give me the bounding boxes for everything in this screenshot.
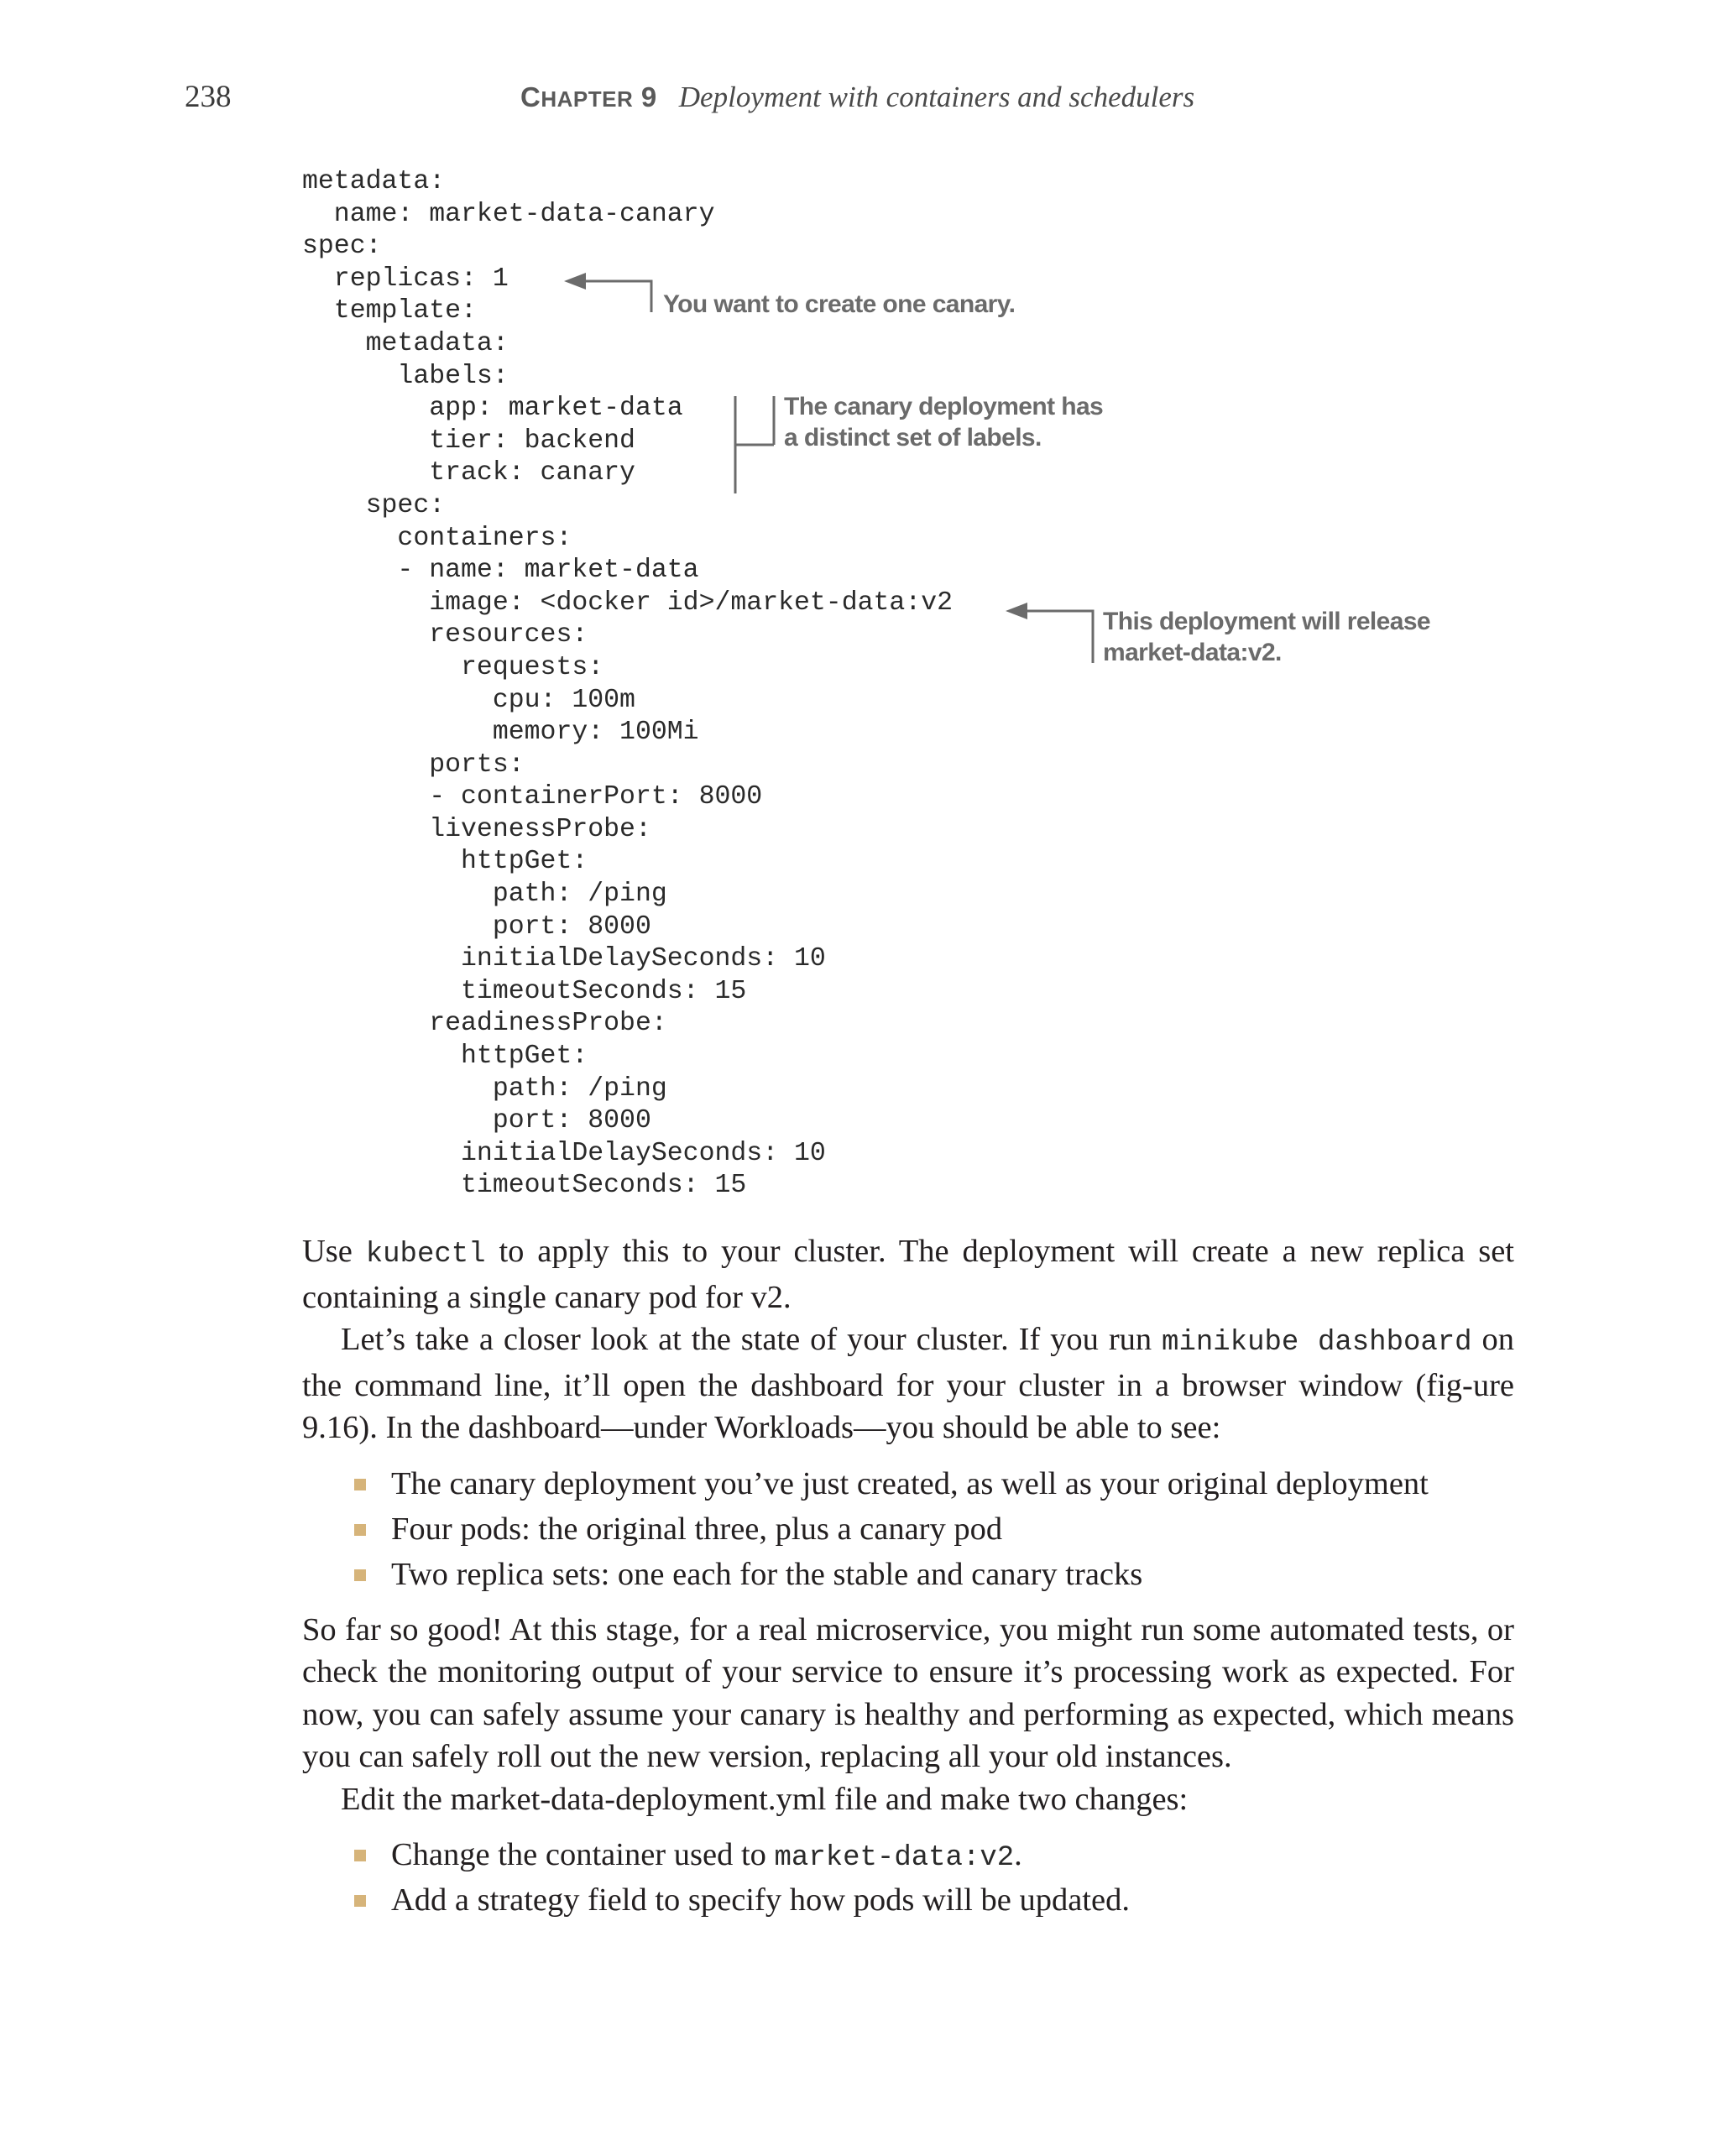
page-number: 238 [185,80,232,114]
code-line: - name: market-data [302,556,699,586]
code-line: metadata: [302,167,446,196]
bullet-square-icon [354,1524,366,1536]
code-line: requests: [302,652,604,682]
bullet-text: Four pods: the original three, plus a canary pod [391,1511,1003,1547]
bullet-text: Change the container used to [391,1837,775,1872]
annotation-image-line2: market-data:v2. [1103,639,1282,666]
inline-code-market-data-v2: market-data:v2 [774,1842,1015,1874]
inline-code-minikube-dashboard: minikube dashboard [1162,1327,1472,1359]
code-line: labels: [302,361,509,391]
bullet-list-1 [302,1461,1514,1597]
bullet-text: Add a strategy field to specify how pods will be updated. [391,1882,1130,1918]
paragraph-1-text-b: to apply this to your cluster. The deployment will create a new replica set containing a single canary pod for v2. [302,1234,1514,1315]
code-line: track: canary [302,458,635,488]
code-line: path: /ping [302,880,667,910]
code-line: port: 8000 [302,1106,651,1136]
code-line: initialDelaySeconds: 10 [302,1138,826,1168]
bullet-square-icon [354,1895,366,1907]
bullet-text: Two replica sets: one each for the stable and canary tracks [391,1556,1143,1592]
body-text [302,1230,1514,1923]
code-line: image: <docker id>/market-data:v2 [302,587,954,618]
annotation-image [1103,606,1430,668]
bullet-item [302,1461,1514,1506]
annotation-labels-line2: a distinct set of labels. [784,424,1042,452]
bullet-square-icon [354,1850,366,1861]
code-line: ports: [302,749,525,780]
code-line: port: 8000 [302,911,651,942]
code-line: template: [302,296,477,326]
paragraph-1-text-a: Use [302,1234,366,1269]
code-line: livenessProbe: [302,814,651,844]
code-line: cpu: 100m [302,685,635,715]
bullet-item [302,1832,1514,1877]
code-line: - containerPort: 8000 [302,782,763,812]
paragraph-2-text-a: Let’s take a closer look at the state of your cluster. If you run [341,1322,1163,1357]
arrow-head-image [1006,603,1027,619]
code-line: spec: [302,232,382,262]
bullet-text-end: . [1014,1837,1022,1872]
bullet-item [302,1506,1514,1552]
annotation-replicas: You want to create one canary. [663,290,1016,318]
code-line: initialDelaySeconds: 10 [302,944,826,974]
bullet-item [302,1877,1514,1923]
callout-line-image [1024,611,1093,663]
paragraph-3: So far so good! At this stage, for a real microservice, you might run some automated tests, or check the monitoring output of your service to ensure it’s processing work as expected. For now, you can safely assume your canary is healthy and performing as expected, which means you can safely roll out the new version, replacing all your old instances. [302,1611,1514,1774]
paragraph-4: Edit the market-data-deployment.yml file and make two changes: [341,1781,1189,1817]
bullet-text: The canary deployment you’ve just created, as well as your original deployment [391,1465,1429,1501]
code-line: replicas: 1 [302,264,509,294]
bullet-item [302,1552,1514,1597]
annotation-labels-line1: The canary deployment has [784,393,1104,420]
inline-code-kubectl: kubectl [365,1239,486,1271]
code-listing [302,166,953,1203]
code-line: path: /ping [302,1073,667,1104]
code-line: containers: [302,523,572,553]
code-line: readinessProbe: [302,1009,667,1039]
code-line: metadata: [302,328,509,358]
chapter-word: CHAPTER [520,81,634,112]
bullet-square-icon [354,1569,366,1581]
code-line: name: market-data-canary [302,199,715,229]
chapter-number: 9 [640,81,657,112]
annotation-labels [784,391,1103,453]
paragraph-2 [302,1318,1514,1449]
code-line: timeoutSeconds: 15 [302,976,747,1006]
code-line: tier: backend [302,425,635,456]
code-line: httpGet: [302,1041,588,1072]
running-head [520,81,1194,114]
bullet-list-2 [302,1832,1514,1923]
code-line: httpGet: [302,847,588,877]
chapter-label [520,81,657,112]
bullet-square-icon [354,1479,366,1490]
code-line: memory: 100Mi [302,718,699,748]
paragraph-1 [302,1230,1514,1318]
chapter-title: Deployment with containers and schedulers [678,81,1195,113]
code-line: timeoutSeconds: 15 [302,1171,747,1201]
paragraph-2-text-b: on the command line, it’ll open the dashboard for your cluster in a browser window (fig-ure 9.16). In the dashboard—under Workloads—you should be able to see: [302,1322,1514,1445]
code-line: resources: [302,620,588,650]
annotation-image-line1: This deployment will release [1103,608,1431,635]
code-line: spec: [302,490,446,520]
code-line: app: market-data [302,394,683,424]
